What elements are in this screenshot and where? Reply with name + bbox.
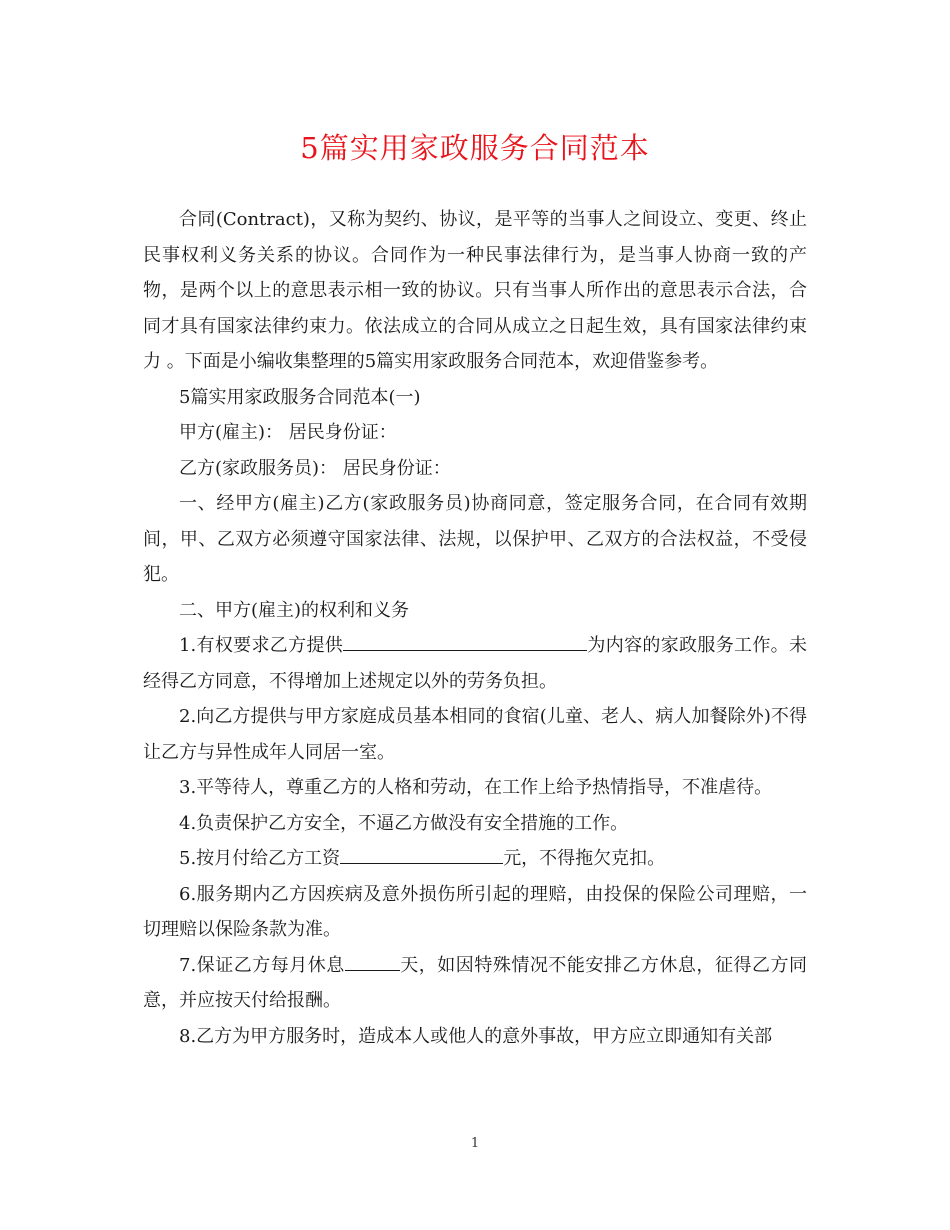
- page-number: 1: [470, 1136, 480, 1151]
- clause-item-1: [143, 628, 807, 699]
- party-a-line: 甲方(雇主)： 居民身份证：: [179, 422, 397, 443]
- clause-1-paragraph: 一、经甲方(雇主)乙方(家政服务员)协商同意，签定服务合同，在合同有效期间，甲、乙双方必须遵守国家法律、法规，以保护甲、乙双方的合法权益，不受侵犯。: [143, 493, 807, 585]
- rest-days-blank: [345, 950, 400, 971]
- clause-item-5: [143, 841, 807, 877]
- clause-item-4: 4.负责保护乙方安全，不逼乙方做没有安全措施的工作。: [179, 812, 629, 834]
- clause-item-8: 8.乙方为甲方服务时，造成本人或他人的意外事故，甲方应立即通知有关部: [179, 1025, 773, 1047]
- intro-paragraph: 合同(Contract)，又称为契约、协议，是平等的当事人之间设立、变更、终止民事权利义务关系的协议。合同作为一种民事法律行为，是当事人协商一致的产物，是两个以上的意思表示相一致的协议。只有当事人所作出的意思表示合法，合同才具有国家法律约束力。依法成立的合同从成立之日起生效，具有国家法律约束力 。下面是小编收集整理的5篇实用家政服务合同范本，欢迎借鉴参考。: [143, 209, 807, 372]
- item-5-text-start: 5.按月付给乙方工资: [179, 848, 341, 869]
- item-1-text-start: 1.有权要求乙方提供: [179, 635, 344, 656]
- document-title: 5篇实用家政服务合同范本: [300, 131, 650, 165]
- item-1-text-end: 为内容的家政服务工作。未经得乙方同意，不得增加上述规定以外的劳务负担。: [143, 635, 807, 692]
- clause-2-heading: 二、甲方(雇主)的权利和义务: [179, 599, 410, 621]
- clause-item-6: 6.服务期内乙方因疾病及意外损伤所引起的理赔，由投保的保险公司理赔，一切理赔以保险条款为准。: [143, 883, 807, 940]
- salary-blank: [340, 843, 503, 864]
- item-7-text-start: 7.保证乙方每月休息: [179, 954, 345, 976]
- document-body: [143, 202, 807, 1054]
- party-b-line: 乙方(家政服务员)： 居民身份证：: [179, 457, 451, 479]
- service-content-blank: [343, 630, 587, 651]
- item-7-text-end: 天，如因特殊情况不能安排乙方休息，征得乙方同意，并应按天付给报酬。: [143, 954, 807, 1011]
- clause-item-7: [143, 948, 807, 1019]
- item-5-text-end: 元，不得拖欠克扣。: [503, 848, 666, 869]
- clause-item-2: 2.向乙方提供与甲方家庭成员基本相同的食宿(儿童、老人、病人加餐除外)不得让乙方与异性成年人同居一室。: [143, 706, 807, 763]
- clause-item-3: 3.平等待人，尊重乙方的人格和劳动，在工作上给予热情指导，不准虐待。: [179, 777, 773, 798]
- section-title: 5篇实用家政服务合同范本(一): [179, 386, 421, 408]
